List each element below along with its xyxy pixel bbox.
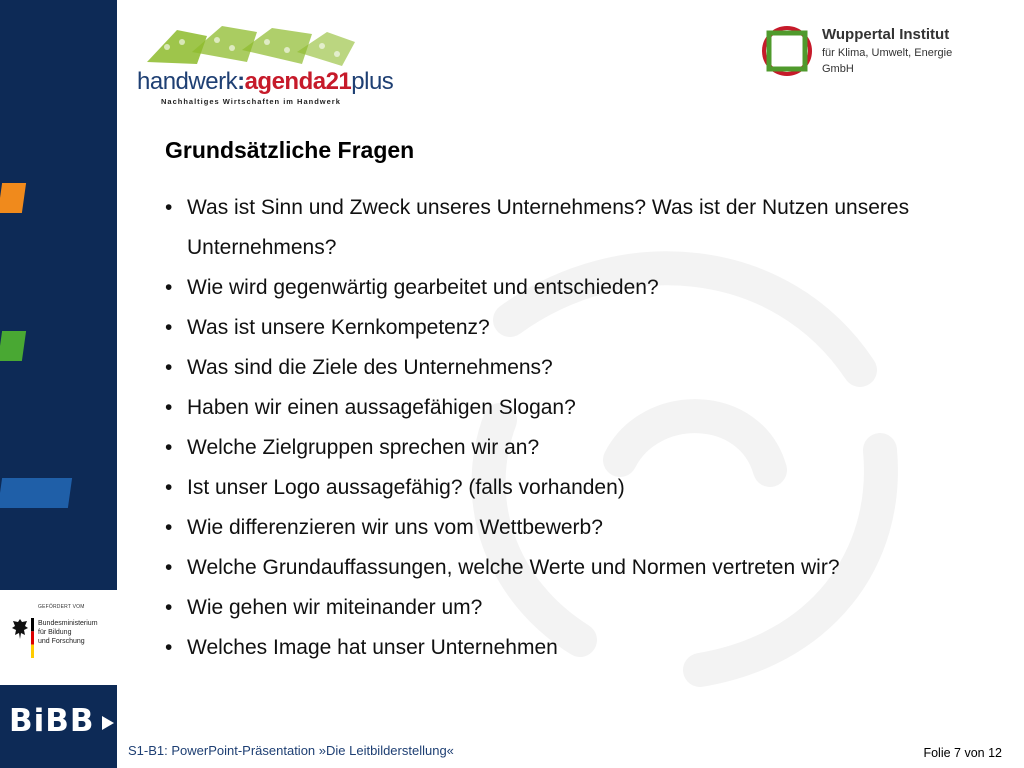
handwerk-agenda21plus-logo bbox=[137, 22, 394, 108]
bullet-glyph: • bbox=[165, 436, 173, 459]
list-item-text: Welche Zielgruppen sprechen wir an? bbox=[187, 436, 540, 459]
green-accent-stripe bbox=[0, 331, 26, 361]
bibb-logo bbox=[0, 685, 117, 768]
bibb-wordmark: BiBB bbox=[9, 703, 95, 739]
list-item bbox=[165, 468, 1005, 508]
sponsor-label: GEFÖRDERT VOM bbox=[38, 604, 85, 610]
sidebar-band bbox=[0, 0, 117, 590]
list-item-text: Wie gehen wir miteinander um? bbox=[187, 596, 483, 619]
wordmark-agenda21: agenda21 bbox=[244, 68, 352, 95]
institute-subtitle: für Klima, Umwelt, Energie bbox=[822, 47, 953, 59]
list-item bbox=[165, 348, 1005, 388]
list-item-text: Wie differenzieren wir uns vom Wettbewerb? bbox=[187, 516, 603, 539]
wuppertal-institut-logo bbox=[760, 24, 990, 84]
institute-name: Wuppertal Institut bbox=[822, 26, 950, 43]
bullet-glyph: • bbox=[165, 196, 173, 219]
orange-accent-stripe bbox=[0, 183, 26, 213]
wuppertal-emblem-icon bbox=[760, 24, 814, 78]
wordmark-plus: plus bbox=[351, 68, 394, 95]
bullet-glyph: • bbox=[165, 356, 173, 379]
wordmark-handwerk: handwerk bbox=[137, 68, 238, 95]
slide-number: Folie 7 von 12 bbox=[923, 746, 1002, 760]
ministry-line-1: Bundesministerium bbox=[38, 620, 98, 627]
german-flag-bar bbox=[31, 618, 34, 658]
bullet-glyph: • bbox=[165, 316, 173, 339]
green-dot-graphic bbox=[137, 22, 367, 72]
list-item bbox=[165, 188, 1005, 268]
logo-tagline: Nachhaltiges Wirtschaften im Handwerk bbox=[161, 97, 341, 106]
list-item-text: Haben wir einen aussagefähigen Slogan? bbox=[187, 396, 576, 419]
question-list bbox=[165, 188, 1005, 668]
list-item-text: Was sind die Ziele des Unternehmens? bbox=[187, 356, 553, 379]
list-item bbox=[165, 508, 1005, 548]
bullet-glyph: • bbox=[165, 636, 173, 659]
bullet-glyph: • bbox=[165, 516, 173, 539]
list-item bbox=[165, 588, 1005, 628]
list-item bbox=[165, 388, 1005, 428]
institute-legal-form: GmbH bbox=[822, 63, 854, 75]
list-item bbox=[165, 628, 1005, 668]
bmbf-sponsor-logo bbox=[0, 590, 117, 685]
list-item bbox=[165, 268, 1005, 308]
list-item-text: Was ist unsere Kernkompetenz? bbox=[187, 316, 490, 339]
wordmark-colon: : bbox=[237, 68, 245, 95]
ministry-line-2: für Bildung bbox=[38, 629, 72, 636]
bullet-glyph: • bbox=[165, 556, 173, 579]
list-item bbox=[165, 428, 1005, 468]
bullet-glyph: • bbox=[165, 476, 173, 499]
bullet-glyph: • bbox=[165, 396, 173, 419]
ministry-line-3: und Forschung bbox=[38, 638, 85, 645]
bibb-arrow-icon bbox=[102, 716, 114, 730]
logo-wordmark bbox=[137, 68, 393, 96]
list-item-text: Ist unser Logo aussagefähig? (falls vorhanden) bbox=[187, 476, 625, 499]
ministry-name bbox=[38, 619, 98, 646]
list-item bbox=[165, 308, 1005, 348]
slide-title: Grundsätzliche Fragen bbox=[165, 137, 415, 163]
list-item bbox=[165, 548, 1005, 588]
bullet-glyph: • bbox=[165, 276, 173, 299]
bullet-glyph: • bbox=[165, 596, 173, 619]
federal-eagle-icon bbox=[11, 618, 29, 640]
blue-accent-stripe bbox=[0, 478, 72, 508]
list-item-text: Wie wird gegenwärtig gearbeitet und entschieden? bbox=[187, 276, 659, 299]
list-item-text: Was ist Sinn und Zweck unseres Unternehmens? Was ist der Nutzen unseres Unternehmens? bbox=[187, 196, 910, 259]
presentation-title-footer: S1-B1: PowerPoint-Präsentation »Die Leitbilderstellung« bbox=[128, 743, 454, 758]
list-item-text: Welche Grundauffassungen, welche Werte und Normen vertreten wir? bbox=[187, 556, 840, 579]
list-item-text: Welches Image hat unser Unternehmen bbox=[187, 636, 558, 659]
